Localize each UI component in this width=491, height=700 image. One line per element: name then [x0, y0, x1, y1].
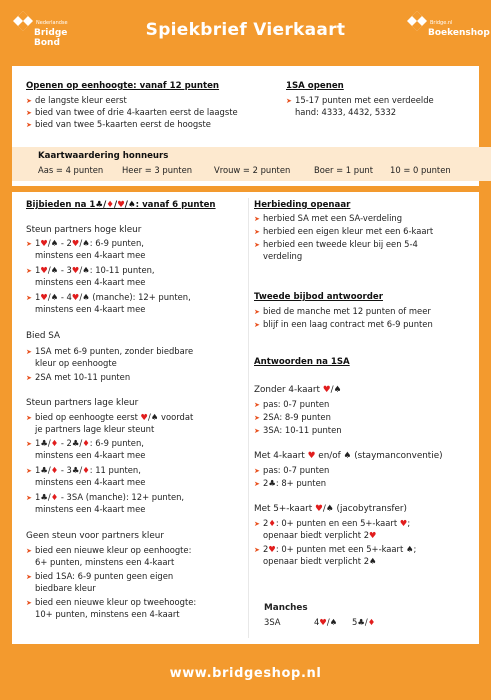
right-logo-small-text: Bridge.nl: [430, 20, 453, 26]
herbieding-title: Herbieding openaar: [254, 200, 351, 210]
list-item-continuation: hand: 4333, 4432, 5332: [295, 107, 397, 117]
list-item: ➤ bied de manche met 12 punten of meer: [254, 306, 431, 316]
met4-title: Met 4-kaart ♥ en/of ♠ (staymanconventie): [254, 451, 443, 461]
bullet-arrow-icon: ➤: [26, 109, 32, 117]
left-logo-small-text: Nederlandse: [36, 20, 68, 26]
list-item-continuation: openaar biedt verplicht 2♠: [263, 556, 377, 566]
right-logo-big-text: Boekenshop: [428, 28, 490, 38]
list-item: ➤ 3SA: 10-11 punten: [254, 425, 342, 435]
bullet-arrow-icon: ➤: [26, 97, 32, 105]
tweede-title: Tweede bijbod antwoorder: [254, 292, 383, 302]
honour-queen: Vrouw = 2 punten: [214, 165, 291, 175]
bijbieden-title: Bijbieden na 1♣/♦/♥/♠: vanaf 6 punten: [26, 200, 216, 210]
list-item-continuation: minstens een 4-kaart mee: [35, 477, 146, 487]
list-item: ➤ herbied een eigen kleur met een 6-kaart: [254, 226, 434, 236]
list-item: ➤ de langste kleur eerst: [26, 95, 127, 105]
honours-box: [12, 147, 491, 181]
list-item-continuation: minstens een 4-kaart mee: [35, 304, 146, 314]
list-item-continuation: 6+ punten, minstens een 4-kaart: [35, 557, 175, 567]
list-item-continuation: openaar biedt verplicht 2♥: [263, 530, 377, 540]
list-item: ➤ blijf in een laag contract met 6-9 punten: [254, 319, 433, 329]
page-title: Spiekbrief Vierkaart: [145, 20, 346, 40]
list-item: ➤ pas: 0-7 punten: [254, 399, 330, 409]
list-item: ➤ bied een nieuwe kleur op eenhoogte:: [26, 545, 192, 555]
footer-url: www.bridgeshop.nl: [169, 666, 322, 681]
list-item-continuation: minstens een 4-kaart mee: [35, 250, 146, 260]
bied-sa-title: Bied SA: [26, 331, 61, 341]
list-item: ➤ 15-17 punten met een verdeelde: [286, 95, 434, 105]
antwoorden-title: Antwoorden na 1SA: [254, 357, 350, 367]
boekenshop-logo: [406, 10, 490, 46]
list-item-continuation: 10+ punten, minstens een 4-kaart: [35, 609, 180, 619]
list-item: ➤ 1SA met 6-9 punten, zonder biedbare: [26, 346, 194, 356]
list-item: ➤ 2♥: 0+ punten met een 5+-kaart ♠;: [254, 544, 417, 554]
met5-title: Met 5+-kaart ♥/♠ (jacobytransfer): [254, 504, 407, 514]
list-item: ➤ herbied een tweede kleur bij een 5-4: [254, 239, 418, 249]
manches-major: 4♥/♠: [314, 617, 338, 627]
honours-title: Kaartwaardering honneurs: [38, 151, 169, 161]
list-item: ➤ 2SA met 10-11 punten: [26, 372, 131, 382]
header: [0, 0, 491, 62]
list-item-continuation: biedbare kleur: [35, 583, 96, 593]
bullet-arrow-icon: ➤: [26, 121, 32, 129]
list-item: ➤ herbied SA met een SA-verdeling: [254, 213, 403, 223]
list-item: ➤ pas: 0-7 punten: [254, 465, 330, 475]
list-item-continuation: minstens een 4-kaart mee: [35, 277, 146, 287]
honour-jack: Boer = 1 punt: [314, 165, 374, 175]
left-logo-big-text: Bridge Bond: [34, 28, 68, 48]
manches-3sa: 3SA: [264, 617, 281, 627]
list-item: ➤ bied een nieuwe kleur op tweehoogte:: [26, 597, 197, 607]
steun-laag-title: Steun partners lage kleur: [26, 398, 139, 408]
list-item: ➤ 2♦: 0+ punten en een 5+-kaart ♥;: [254, 518, 411, 528]
list-item: ➤ 2SA: 8-9 punten: [254, 412, 331, 422]
list-item: ➤ 1♥/♠ - 4♥/♠ (manche): 12+ punten,: [26, 292, 191, 302]
sa-open-title: 1SA openen: [286, 81, 344, 91]
opening-title: Openen op eenhoogte: vanaf 12 punten: [26, 81, 220, 91]
list-item: ➤ 1♣/♦ - 3♣/♦: 11 punten,: [26, 465, 141, 475]
steun-hoog-title: Steun partners hoge kleur: [26, 225, 142, 235]
zonder-title: Zonder 4-kaart ♥/♠: [254, 385, 342, 395]
list-item-continuation: minstens een 4-kaart mee: [35, 504, 146, 514]
bullet-arrow-icon: ➤: [286, 97, 292, 105]
list-item-continuation: je partners lage kleur steunt: [35, 424, 155, 434]
list-item-continuation: verdeling: [263, 251, 303, 261]
column-divider: [248, 198, 249, 638]
list-item-continuation: kleur op eenhoogte: [35, 358, 117, 368]
list-item: ➤ 1♣/♦ - 2♣/♦: 6-9 punten,: [26, 438, 144, 448]
list-item-continuation: minstens een 4-kaart mee: [35, 450, 146, 460]
list-item: ➤ 1♣/♦ - 3SA (manche): 12+ punten,: [26, 492, 185, 502]
honour-ten: 10 = 0 punten: [390, 165, 451, 175]
boekenshop-logo-icon: [406, 10, 428, 32]
manches-title: Manches: [264, 603, 308, 613]
list-item: ➤ 2♣: 8+ punten: [254, 478, 327, 488]
list-item: ➤ 1♥/♠ - 2♥/♠: 6-9 punten,: [26, 238, 144, 248]
list-item: ➤ bied van twee of drie 4-kaarten eerst de laagste: [26, 107, 238, 117]
list-item: ➤ 1♥/♠ - 3♥/♠: 10-11 punten,: [26, 265, 155, 275]
list-item: ➤ bied op eenhoogte eerst ♥/♠ voordat: [26, 412, 194, 422]
list-item: ➤ bied 1SA: 6-9 punten geen eigen: [26, 571, 174, 581]
geen-steun-title: Geen steun voor partners kleur: [26, 531, 164, 541]
honour-king: Heer = 3 punten: [122, 165, 193, 175]
list-item: ➤ bied van twee 5-kaarten eerst de hoogste: [26, 119, 211, 129]
manches-minor: 5♣/♦: [352, 617, 376, 627]
honour-ace: Aas = 4 punten: [38, 165, 104, 175]
